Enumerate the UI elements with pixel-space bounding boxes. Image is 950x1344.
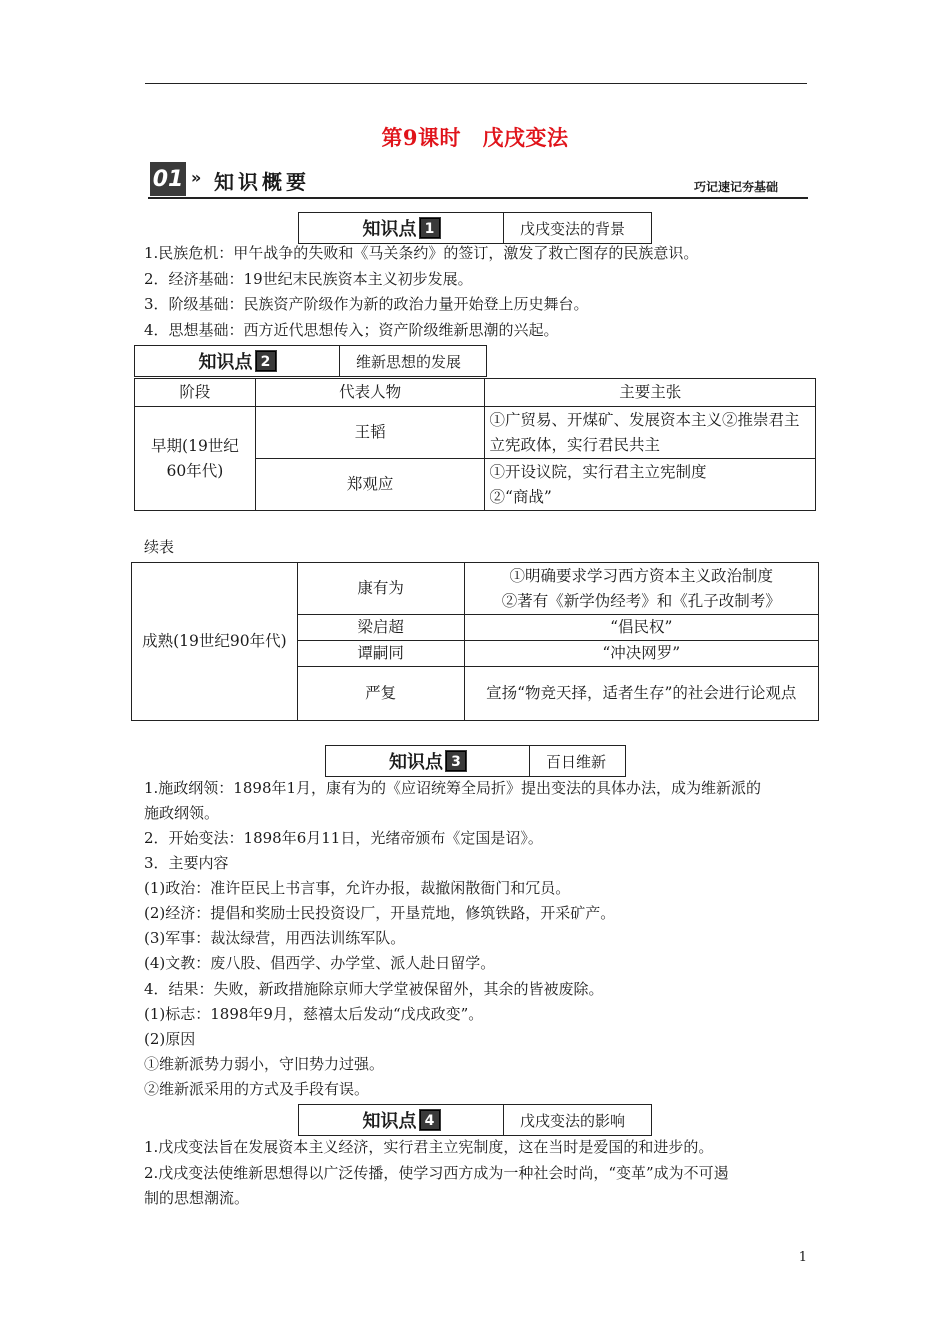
header-rule — [145, 83, 807, 84]
person-cell: 康有为 — [297, 563, 464, 615]
claim-cell: ①开设议院，实行君主立宪制度 ②“商战” — [485, 459, 816, 511]
thought-development-table-continued — [131, 562, 819, 721]
knowledge-point-1-header — [298, 212, 652, 244]
paragraph-line: 3．主要内容 — [144, 854, 229, 872]
knowledge-point-number: 2 — [256, 351, 276, 371]
table-header-cell: 代表人物 — [255, 379, 485, 407]
claim-cell: “冲决网罗” — [464, 641, 818, 667]
person-cell: 梁启超 — [297, 615, 464, 641]
page-title: 第9课时 戊戌变法 — [381, 125, 569, 150]
section-title: 知识概要 — [214, 170, 310, 194]
table-header-cell: 阶段 — [135, 379, 256, 407]
knowledge-point-number: 4 — [420, 1110, 440, 1130]
knowledge-point-label: 知识点 1 — [299, 213, 504, 243]
person-cell: 严复 — [297, 667, 464, 721]
knowledge-point-topic: 戊戌变法的背景 — [520, 219, 626, 238]
paragraph-line: 2．开始变法：1898年6月11日，光绪帝颁布《定国是诏》。 — [144, 829, 543, 847]
knowledge-point-label: 知识点 4 — [299, 1105, 504, 1135]
stage-cell: 成熟(19世纪90年代) — [132, 563, 298, 721]
paragraph-line: 2.戊戌变法使维新思想得以广泛传播，使学习西方成为一种社会时尚，“变革”成为不可遏 — [144, 1164, 729, 1182]
paragraph-line: (4)文教：废八股、倡西学、办学堂、派人赴日留学。 — [144, 954, 496, 972]
knowledge-point-number: 3 — [446, 751, 466, 771]
paragraph-line: 4．结果：失败，新政措施除京师大学堂被保留外，其余的皆被废除。 — [144, 980, 604, 998]
stage-cell: 早期(19世纪60年代) — [135, 407, 256, 511]
paragraph-line: (1)政治：准许臣民上书言事，允许办报，裁撤闲散衙门和冗员。 — [144, 879, 571, 897]
section-subtitle: 巧记速记夯基础 — [693, 180, 778, 194]
section-arrow-icon: » — [191, 168, 202, 187]
section-header — [148, 160, 808, 200]
knowledge-point-number: 1 — [420, 218, 440, 238]
paragraph-line: 1.施政纲领：1898年1月，康有为的《应诏统筹全局折》提出变法的具体办法，成为维新派的 — [144, 779, 762, 797]
claim-cell: ①明确要求学习西方资本主义政治制度 ②著有《新学伪经考》和《孔子改制考》 — [464, 563, 818, 615]
knowledge-point-3-header — [325, 745, 626, 777]
knowledge-point-label: 知识点 3 — [326, 746, 530, 776]
thought-development-table — [134, 378, 816, 511]
table-row — [135, 407, 816, 459]
section-rule — [148, 197, 808, 199]
knowledge-point-topic: 戊戌变法的影响 — [520, 1111, 626, 1130]
paragraph-line: 1.民族危机：甲午战争的失败和《马关条约》的签订，激发了救亡图存的民族意识。 — [144, 244, 699, 262]
paragraph-line: ①维新派势力弱小，守旧势力过强。 — [144, 1055, 385, 1073]
claim-cell: 宣扬“物竞天择，适者生存”的社会进行论观点 — [464, 667, 818, 721]
page-number: 1 — [798, 1250, 807, 1265]
paragraph-line: ②维新派采用的方式及手段有误。 — [144, 1080, 370, 1098]
claim-cell: ①广贸易、开煤矿、发展资本主义②推崇君主立宪政体，实行君民共主 — [485, 407, 816, 459]
paragraph-line: (3)军事：裁汰绿营，用西法训练军队。 — [144, 929, 406, 947]
claim-cell: “倡民权” — [464, 615, 818, 641]
continued-label: 续表 — [144, 538, 175, 556]
knowledge-point-topic: 维新思想的发展 — [356, 352, 462, 371]
table-row — [132, 563, 819, 615]
paragraph-line: (2)原因 — [144, 1030, 196, 1048]
paragraph-line: 3．阶级基础：民族资产阶级作为新的政治力量开始登上历史舞台。 — [144, 295, 589, 313]
paragraph-line: (2)经济：提倡和奖励士民投资设厂，开垦荒地，修筑铁路，开采矿产。 — [144, 904, 616, 922]
section-number: 01 — [150, 162, 186, 196]
paragraph-line: 制的思想潮流。 — [144, 1189, 250, 1207]
table-header-cell: 主要主张 — [485, 379, 816, 407]
table-header-row — [135, 379, 816, 407]
paragraph-line: 1.戊戌变法旨在发展资本主义经济，实行君主立宪制度，这在当时是爱国的和进步的。 — [144, 1138, 714, 1156]
knowledge-point-2-header — [134, 345, 487, 377]
paragraph-line: 施政纲领。 — [144, 804, 220, 822]
paragraph-line: (1)标志：1898年9月，慈禧太后发动“戊戌政变”。 — [144, 1005, 484, 1023]
knowledge-point-4-header — [298, 1104, 652, 1136]
person-cell: 王韬 — [255, 407, 485, 459]
paragraph-line: 4．思想基础：西方近代思想传入；资产阶级维新思潮的兴起。 — [144, 321, 559, 339]
person-cell: 郑观应 — [255, 459, 485, 511]
knowledge-point-label: 知识点 2 — [135, 346, 340, 376]
knowledge-point-topic: 百日维新 — [546, 752, 607, 771]
paragraph-line: 2．经济基础：19世纪末民族资本主义初步发展。 — [144, 270, 473, 288]
person-cell: 谭嗣同 — [297, 641, 464, 667]
